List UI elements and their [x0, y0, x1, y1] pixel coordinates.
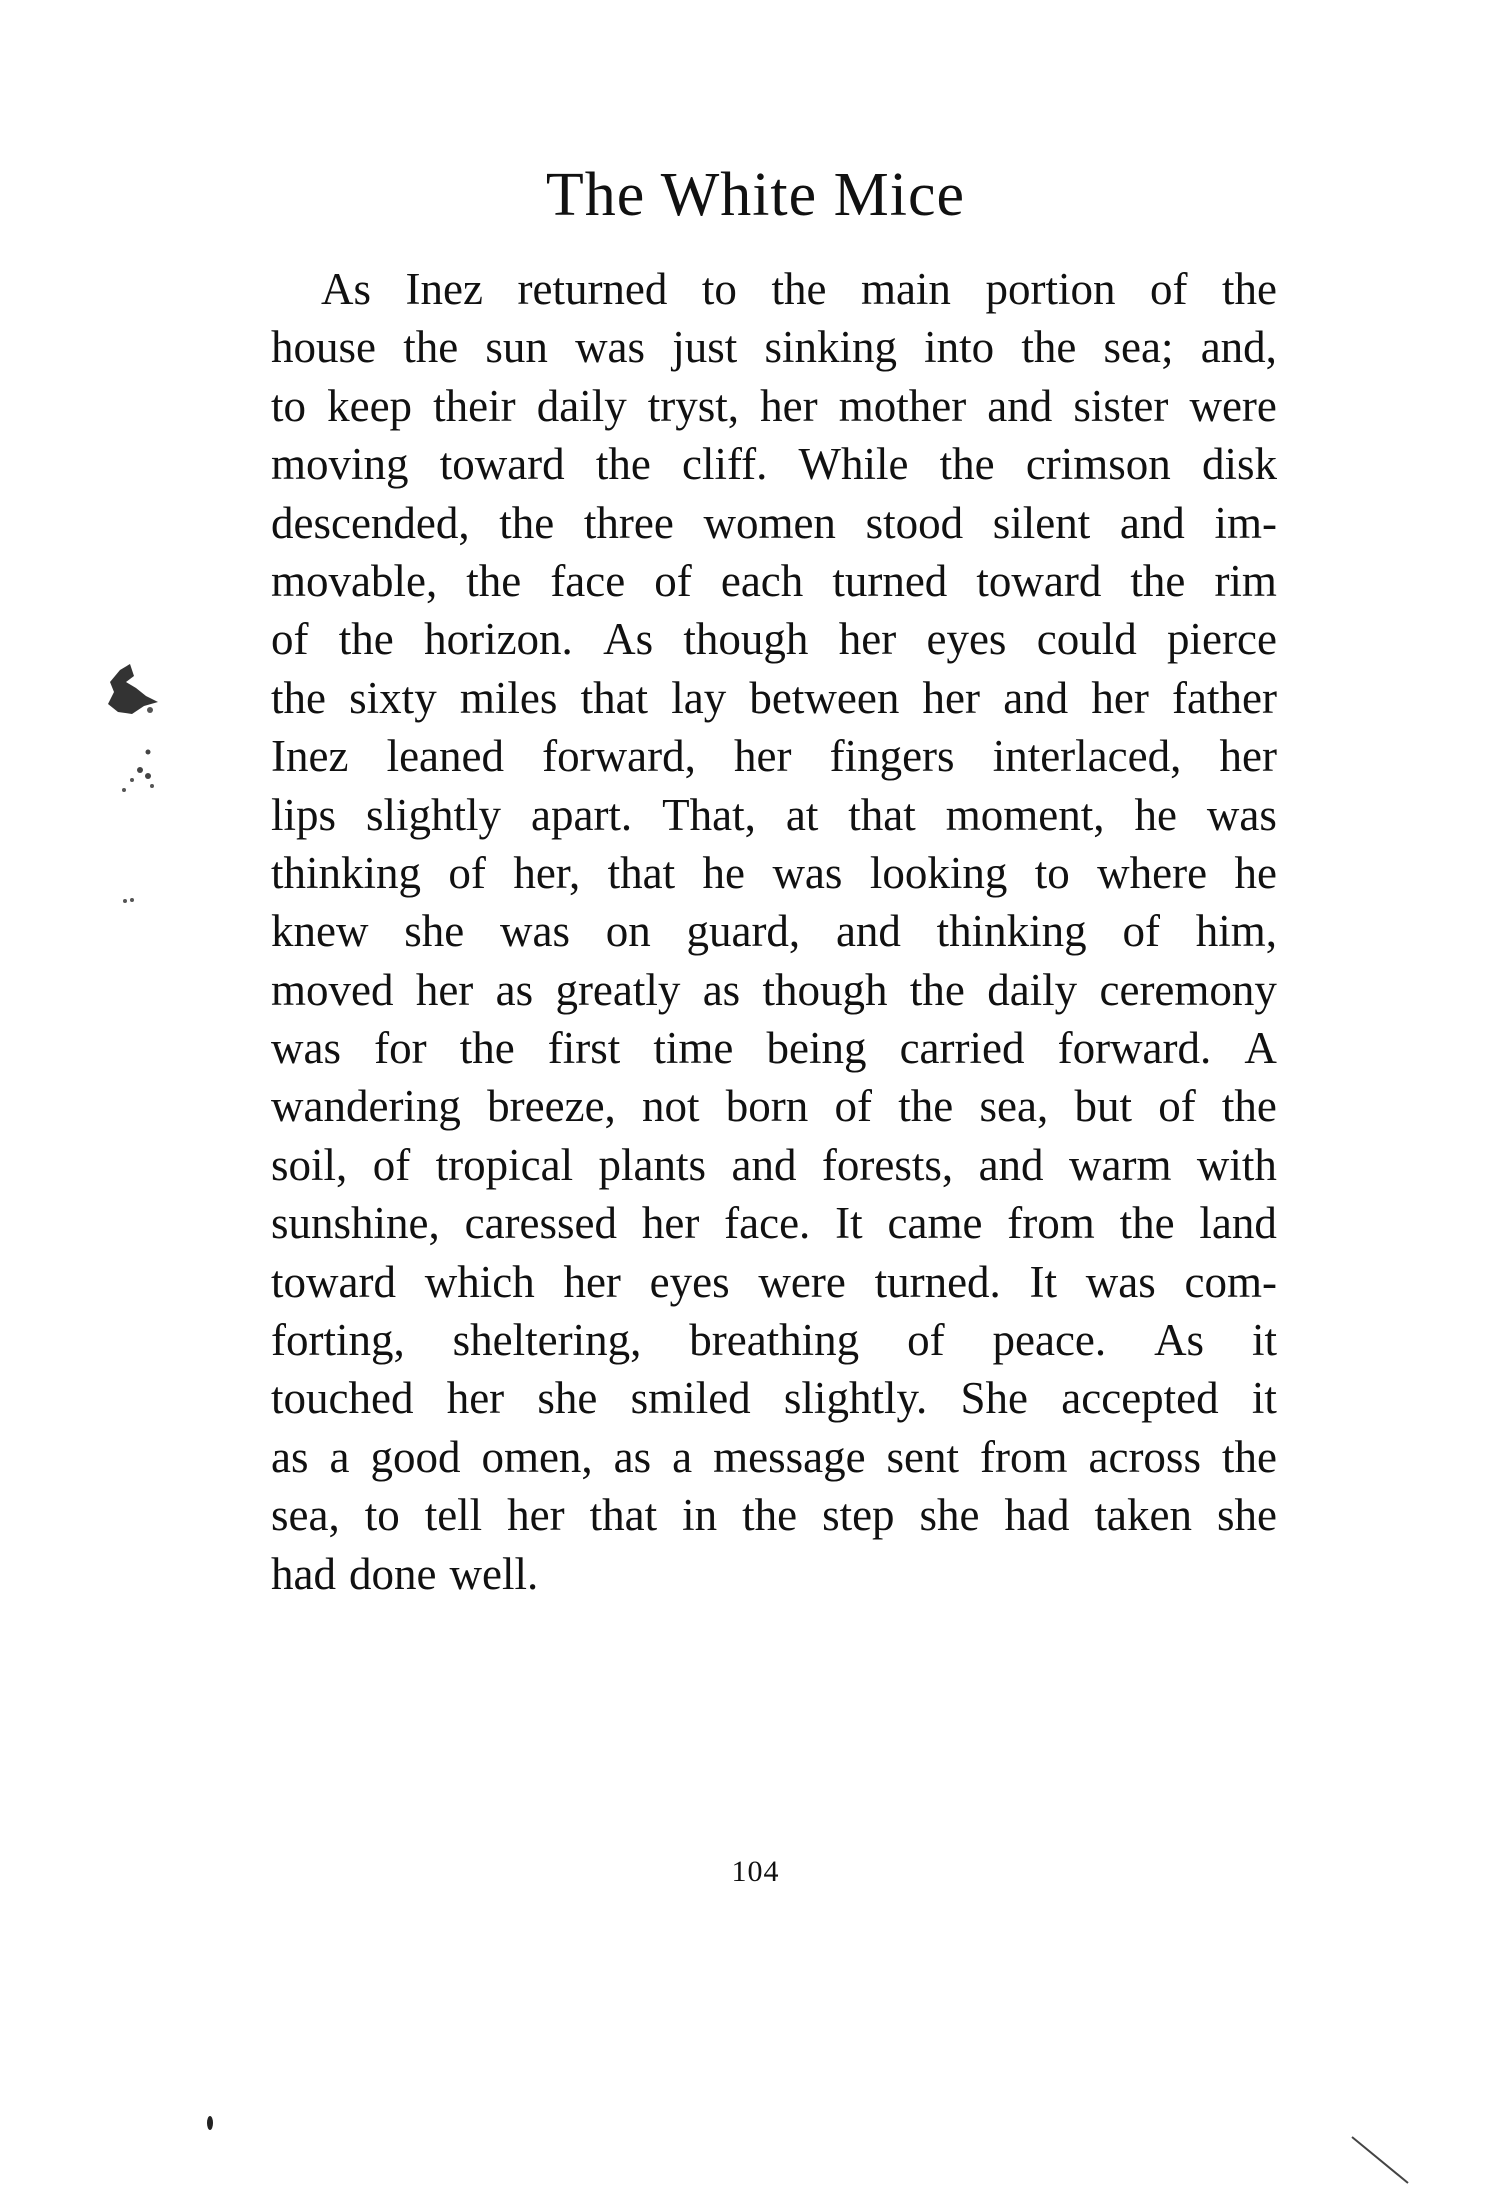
word: and: [978, 1139, 1044, 1190]
word: face.: [724, 1198, 811, 1249]
word: mother: [838, 380, 967, 431]
word: sun: [485, 322, 548, 373]
word: was: [1206, 789, 1277, 840]
word: Inez: [405, 264, 483, 314]
word: turned: [832, 555, 948, 606]
word: that: [589, 1490, 658, 1541]
word: to: [271, 380, 307, 431]
word: toward: [271, 1256, 396, 1307]
text-line: [271, 1369, 1277, 1427]
word: of: [271, 614, 309, 665]
word: of: [372, 1139, 411, 1190]
word: sunshine,: [271, 1198, 440, 1249]
word: her: [563, 1256, 621, 1307]
word: interlaced,: [992, 731, 1182, 782]
text-line: [271, 1136, 1277, 1194]
word: soil,: [271, 1139, 348, 1190]
word: apart.: [531, 789, 633, 840]
word: each: [720, 555, 804, 606]
word: fingers: [829, 731, 955, 782]
word: greatly: [555, 964, 681, 1015]
word: she: [404, 906, 465, 957]
word: the: [499, 497, 555, 548]
word: disk: [1201, 439, 1277, 490]
text-line: [271, 1253, 1277, 1311]
word: from: [980, 1431, 1068, 1482]
word: good: [370, 1431, 461, 1482]
word: lay: [671, 672, 727, 723]
word: slightly.: [783, 1373, 928, 1424]
word: That,: [662, 789, 756, 840]
word: It: [835, 1198, 863, 1249]
word: silent: [992, 497, 1091, 548]
word: had: [1004, 1490, 1070, 1541]
text-line: [271, 669, 1277, 727]
word: was: [1085, 1256, 1156, 1307]
word: horizon.: [424, 614, 573, 665]
word: house: [271, 322, 376, 373]
word: the: [1221, 1081, 1277, 1132]
word: that: [580, 672, 649, 723]
word: forests,: [821, 1139, 954, 1190]
text-line: [271, 902, 1277, 960]
word: her: [733, 731, 792, 782]
word: descended,: [271, 497, 470, 548]
word: of: [1158, 1081, 1196, 1132]
word: smiled: [630, 1373, 751, 1424]
word: not: [642, 1081, 700, 1132]
word: that: [848, 789, 916, 840]
word: the: [771, 264, 827, 314]
word: she: [919, 1490, 980, 1541]
word: moved: [271, 964, 394, 1015]
ink-smudge-mark: [100, 662, 162, 724]
text-line: [271, 494, 1277, 552]
word: portion: [985, 264, 1116, 314]
word: was: [772, 847, 843, 898]
word: tropical: [435, 1139, 574, 1190]
word: it: [1251, 1315, 1277, 1366]
word: cliff.: [681, 439, 768, 490]
word: and: [835, 906, 901, 957]
word: which: [424, 1256, 535, 1307]
word: on: [605, 906, 651, 957]
word: forting,: [271, 1315, 405, 1366]
word: ceremony: [1099, 964, 1277, 1015]
margin-mark: [206, 2115, 214, 2131]
word: land: [1199, 1198, 1277, 1249]
word: the: [1119, 1198, 1175, 1249]
word: daily: [987, 964, 1078, 1015]
word: slightly: [366, 789, 502, 840]
word: as: [613, 1431, 652, 1482]
word: three: [583, 497, 674, 548]
word: forward,: [542, 731, 696, 782]
word: turned.: [874, 1256, 1001, 1307]
word: sister: [1073, 380, 1169, 431]
word: could: [1036, 614, 1137, 665]
word: from: [1007, 1198, 1095, 1249]
word: women: [703, 497, 836, 548]
word: her: [1091, 672, 1149, 723]
word: was: [575, 322, 646, 373]
text-line: [271, 318, 1277, 376]
text-line: [271, 1194, 1277, 1252]
text-line: [271, 1077, 1277, 1135]
word: the: [1221, 1431, 1277, 1482]
word: he: [702, 847, 746, 898]
scan-corner-line: [1350, 2135, 1410, 2185]
word: the: [338, 614, 394, 665]
word: between: [749, 672, 900, 723]
word: leaned: [386, 731, 504, 782]
word: time: [653, 1023, 734, 1074]
word: she: [1216, 1490, 1277, 1541]
word: im-: [1214, 497, 1277, 548]
word: eyes: [649, 1256, 730, 1307]
word: the: [898, 1081, 954, 1132]
word: miles: [459, 672, 558, 723]
word: caressed: [464, 1198, 617, 1249]
word: her: [415, 964, 474, 1015]
word: breathing: [689, 1315, 860, 1366]
word: and: [1119, 497, 1185, 548]
word: as: [271, 1431, 309, 1482]
word: her: [760, 380, 818, 431]
word: As: [321, 264, 372, 314]
word: was: [499, 906, 570, 957]
word: stood: [865, 497, 964, 548]
text-line: [271, 961, 1277, 1019]
text-line: [271, 552, 1277, 610]
word: born: [725, 1081, 809, 1132]
word: of: [1122, 906, 1160, 957]
word: it: [1251, 1373, 1277, 1424]
word: their: [433, 380, 516, 431]
word: the: [271, 672, 326, 723]
word: father: [1172, 672, 1277, 723]
text-line: [271, 1486, 1277, 1544]
word: that: [607, 847, 676, 898]
word: wandering: [271, 1081, 461, 1132]
word: keep: [327, 380, 413, 431]
ink-dot-mark: [120, 895, 138, 907]
running-head: The White Mice: [545, 161, 966, 229]
page-number: 104: [731, 1855, 780, 1888]
word: plants: [598, 1139, 707, 1190]
word: across: [1088, 1431, 1201, 1482]
word: eyes: [926, 614, 1007, 665]
word: where: [1097, 847, 1208, 898]
word: It: [1029, 1256, 1058, 1307]
word: but: [1074, 1081, 1132, 1132]
word: first: [547, 1023, 621, 1074]
word: he: [1234, 847, 1277, 898]
word: a: [329, 1431, 350, 1482]
word: forward.: [1057, 1023, 1212, 1074]
word: to: [1034, 847, 1070, 898]
word: sent: [886, 1431, 960, 1482]
word: face: [550, 555, 626, 606]
word: of: [1149, 264, 1188, 314]
word: omen,: [481, 1431, 593, 1482]
word: just: [672, 322, 738, 373]
word: sea,: [979, 1081, 1049, 1132]
word: of: [448, 847, 486, 898]
word: being: [766, 1023, 867, 1074]
word: and: [987, 380, 1053, 431]
word: thinking: [936, 906, 1087, 957]
word: was: [271, 1023, 341, 1074]
word: were: [758, 1256, 846, 1307]
text-line: [271, 1311, 1277, 1369]
word: the: [742, 1490, 798, 1541]
word: the: [1221, 264, 1277, 314]
word: accepted: [1061, 1373, 1219, 1424]
text-line: [271, 260, 1277, 318]
word: him,: [1195, 906, 1277, 957]
text-line: [271, 435, 1277, 493]
word: though: [683, 614, 809, 665]
word: lips: [271, 789, 337, 840]
word: the: [595, 439, 651, 490]
word: guard,: [686, 906, 801, 957]
text-line: [271, 377, 1277, 435]
word: sea,: [271, 1490, 340, 1541]
word: moment,: [945, 789, 1105, 840]
ink-speck-mark: [118, 746, 162, 798]
word: for: [374, 1023, 427, 1074]
word: at: [785, 789, 819, 840]
word: though: [762, 964, 888, 1015]
word: her: [838, 614, 897, 665]
word: daily: [536, 380, 627, 431]
word: as: [702, 964, 741, 1015]
word: message: [713, 1431, 866, 1482]
word: moving: [271, 439, 409, 490]
word: her: [1219, 731, 1277, 782]
word: the: [1130, 555, 1186, 606]
word: While: [798, 439, 909, 490]
word: had: [271, 1548, 336, 1599]
word: tryst,: [647, 380, 740, 431]
word: step: [822, 1490, 895, 1541]
word: as: [495, 964, 534, 1015]
word: She: [960, 1373, 1029, 1424]
word: and: [731, 1139, 797, 1190]
word: in: [682, 1490, 718, 1541]
word: well.: [449, 1548, 539, 1599]
word: warm: [1069, 1139, 1172, 1190]
word: to: [701, 264, 737, 314]
text-line: [271, 1019, 1277, 1077]
word: into: [924, 322, 995, 373]
word: tell: [424, 1490, 483, 1541]
word: her: [922, 672, 980, 723]
body-paragraph: [271, 260, 1277, 1603]
word: a: [672, 1431, 693, 1482]
text-line: [271, 786, 1277, 844]
word: came: [887, 1198, 983, 1249]
word: movable,: [271, 555, 438, 606]
word: returned: [517, 264, 668, 314]
word: the: [403, 322, 459, 373]
word: taken: [1094, 1490, 1192, 1541]
word: of: [654, 555, 692, 606]
word: rim: [1214, 555, 1277, 606]
word: of: [907, 1315, 945, 1366]
word: the: [459, 1023, 515, 1074]
word: toward: [976, 555, 1102, 606]
word: main: [860, 264, 951, 314]
word: the: [466, 555, 522, 606]
word: As: [1154, 1315, 1205, 1366]
word: looking: [869, 847, 1008, 898]
word: crimson: [1025, 439, 1171, 490]
word: of: [834, 1081, 873, 1132]
word: done: [348, 1548, 437, 1599]
word: sinking: [764, 322, 897, 373]
word: the: [1021, 322, 1077, 373]
word: with: [1196, 1139, 1277, 1190]
word: com-: [1184, 1256, 1277, 1307]
word: sheltering,: [452, 1315, 642, 1366]
text-line: [271, 727, 1277, 785]
word: pierce: [1167, 614, 1277, 665]
word: her: [446, 1373, 505, 1424]
word: breeze,: [487, 1081, 616, 1132]
word: and,: [1200, 322, 1277, 373]
word: the: [909, 964, 965, 1015]
word: her: [507, 1490, 565, 1541]
text-line: [271, 844, 1277, 902]
word: touched: [271, 1373, 414, 1424]
word: she: [537, 1373, 598, 1424]
word: toward: [439, 439, 565, 490]
word: the: [939, 439, 995, 490]
word: Inez: [271, 731, 349, 782]
word: he: [1134, 789, 1177, 840]
word: knew: [271, 906, 369, 957]
text-line: [271, 1428, 1277, 1486]
word: sixty: [349, 672, 437, 723]
word: As: [603, 614, 654, 665]
word: to: [364, 1490, 400, 1541]
word: thinking: [271, 847, 422, 898]
word: her,: [513, 847, 581, 898]
word: and: [1003, 672, 1069, 723]
word: carried: [899, 1023, 1025, 1074]
word: A: [1244, 1023, 1277, 1074]
word: sea;: [1103, 322, 1174, 373]
text-line: [271, 1545, 1277, 1603]
word: were: [1189, 380, 1277, 431]
text-line: [271, 610, 1277, 668]
word: peace.: [992, 1315, 1107, 1366]
word: her: [641, 1198, 700, 1249]
